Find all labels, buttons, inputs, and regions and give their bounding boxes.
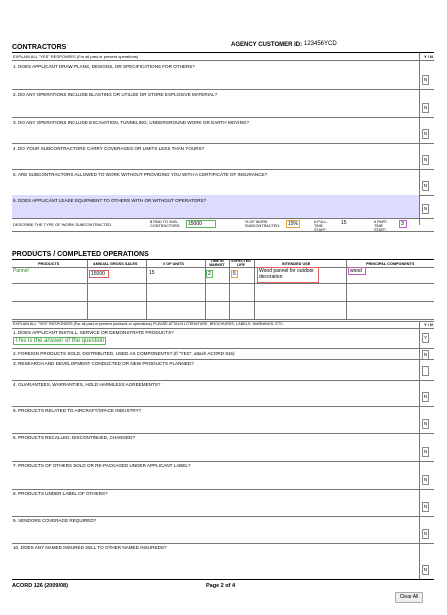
describe-subcontracted-label: DESCRIBE THE TYPE OF WORK SUBCONTRACTED — [13, 222, 112, 227]
product-question-6-answer[interactable]: N — [422, 447, 429, 457]
product-question-8: 8. PRODUCTS UNDER LABEL OF OTHERS? — [13, 491, 108, 496]
product-question-3: 3. RESEARCH AND DEVELOPMENT CONDUCTED OR NEW PRODUCTS PLANNED? — [13, 361, 194, 366]
pct-subcontracted-field[interactable]: 15% — [288, 221, 299, 227]
contractor-question-1: 1. DOES APPLICANT DRAW PLANS, DESIGNS, OR SPECIFICATIONS FOR OTHERS? — [13, 64, 195, 69]
product-question-7-answer[interactable]: N — [422, 475, 429, 485]
clear-all-button[interactable]: Clear All — [395, 592, 423, 603]
pct-subcontracted-label: % OF WORK SUBCONTRACTED: — [245, 220, 281, 228]
product-question-1-explanation[interactable]: This is the answer of the question — [15, 338, 105, 344]
product-question-1: 1. DOES APPLICANT INSTALL, SERVICE OR DEMONSTRATE PRODUCTS? — [13, 330, 174, 335]
products-explain-label: EXPLAIN ALL "YES" RESPONSES (For all past or present products or operations) PLEASE ATTACH LITERATURE, BROCHURES, LABELS, WARNINGS, ETC. — [13, 322, 285, 326]
col-units: # OF UNITS — [163, 262, 184, 266]
parttime-staff-label: # PART-TIME STAFF: — [374, 220, 388, 232]
fulltime-staff-label: # FULL-TIME STAFF: — [314, 220, 328, 232]
contractor-question-3-answer[interactable]: N — [422, 129, 429, 139]
contractors-yn-label: Y / N — [424, 54, 433, 59]
contractor-question-5-answer[interactable]: N — [422, 181, 429, 191]
contractor-question-6: 6. DOES APPLICANT LEASE EQUIPMENT TO OTHERS WITH OR WITHOUT OPERATORS? — [13, 198, 207, 203]
product-name-field[interactable]: Pannel — [13, 268, 29, 274]
product-question-10-answer[interactable]: N — [422, 565, 429, 575]
parttime-staff-field[interactable]: 3 — [399, 220, 407, 228]
col-principal-components: PRINCIPAL COMPONENTS — [366, 262, 415, 266]
product-question-5-answer[interactable]: N — [422, 419, 429, 429]
col-products: PRODUCTS — [38, 262, 60, 266]
col-expected-life: EXPECTED LIFE — [231, 259, 251, 267]
product-question-8-answer[interactable]: N — [422, 502, 429, 512]
products-section-title: PRODUCTS / COMPLETED OPERATIONS — [12, 251, 149, 258]
product-question-2: 2. FOREIGN PRODUCTS SOLD, DISTRIBUTED, USED AS COMPONENTS? (If "YES", attach ACORD 815) — [13, 351, 235, 356]
expected-life-field[interactable]: 5 — [231, 270, 238, 278]
contractor-question-2-answer[interactable]: N — [422, 103, 429, 113]
product-question-10: 10. DOES ANY NAMED INSURED SELL TO OTHER NAMED INSUREDS? — [13, 545, 167, 550]
agency-customer-id[interactable]: 123456YCD — [304, 41, 337, 47]
product-question-4-answer[interactable]: N — [422, 392, 429, 402]
fulltime-staff-field[interactable]: 15 — [341, 220, 347, 226]
contractors-section-title: CONTRACTORS — [12, 44, 67, 51]
product-question-4: 4. GUARANTEES, WARRANTIES, HOLD HARMLESS AGREEMENTS? — [13, 382, 161, 387]
page-number: Page 2 of 4 — [206, 583, 236, 589]
product-question-9: 9. VENDORS COVERAGE REQUIRED? — [13, 518, 97, 523]
contractor-question-5: 5. ARE SUBCONTRACTORS ALLOWED TO WORK WITHOUT PROVIDING YOU WITH A CERTIFICATE OF INSURANCE? — [13, 172, 268, 177]
paid-to-sub-field[interactable]: 15000 — [186, 220, 216, 228]
contractor-question-6-answer[interactable]: N — [422, 204, 429, 214]
contractor-question-2: 2. DO ANY OPERATIONS INCLUDE BLASTING OR UTILIZE OR STORE EXPLOSIVE MATERIAL? — [13, 92, 218, 97]
time-in-market-field[interactable]: 2 — [206, 270, 213, 278]
product-question-1-answer[interactable]: Y — [422, 333, 429, 343]
product-question-2-answer[interactable]: N — [422, 350, 429, 360]
principal-components-field[interactable]: wood — [348, 267, 366, 275]
col-annual-gross-sales: ANNUAL GROSS SALES — [93, 262, 138, 266]
contractor-question-4-answer[interactable]: N — [422, 155, 429, 165]
product-question-6: 6. PRODUCTS RECALLED, DISCONTINUED, CHANGED? — [13, 435, 136, 440]
col-intended-use: INTENDED USE — [282, 262, 311, 266]
products-yn-label: Y / N — [424, 322, 433, 327]
form-id: ACORD 126 (2009/08) — [12, 583, 68, 589]
contractor-question-3: 3. DO ANY OPERATIONS INCLUDE EXCAVATION, TUNNELING, UNDERGROUND WORK OR EARTH MOVING? — [13, 120, 250, 125]
annual-sales-field[interactable]: 15000 — [89, 270, 109, 278]
contractors-explain-label: EXPLAIN ALL "YES" RESPONSES (For all past or present operations) — [13, 54, 139, 59]
paid-to-sub-label: $ PAID TO SUB-CONTRACTORS: — [150, 220, 181, 228]
product-question-5: 5. PRODUCTS RELATED TO AIRCRAFT/SPACE INDUSTRY? — [13, 408, 142, 413]
agency-customer-label: AGENCY CUSTOMER ID: — [231, 42, 303, 48]
contractor-question-1-answer[interactable]: N — [422, 75, 429, 85]
contractor-question-4: 4. DO YOUR SUBCONTRACTORS CARRY COVERAGES OR LIMITS LESS THAN YOURS? — [13, 146, 205, 151]
product-question-9-answer[interactable]: N — [422, 529, 429, 539]
product-question-7: 7. PRODUCTS OF OTHERS SOLD OR RE-PACKAGED UNDER APPLICANT LABEL? — [13, 463, 191, 468]
product-question-3-answer[interactable] — [422, 366, 429, 376]
units-field[interactable]: 15 — [149, 270, 155, 276]
intended-use-field[interactable]: Wood pannel for outdoor decoration — [257, 267, 319, 283]
col-time-in-market: TIME IN MARKET — [209, 259, 225, 267]
